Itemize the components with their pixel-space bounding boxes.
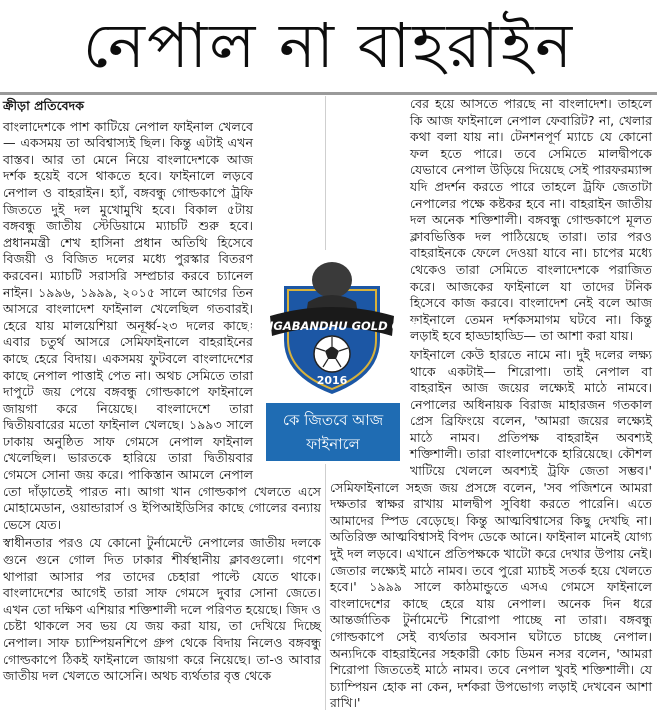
paragraph: ফাইনালে কেউ হারতে নামে না। দুই দলের লক্ষ্য থাকে একটাই— শিরোপা। তাই নেপাল বা বাহরাইন আজ জয়ের লক্ষ্যেই মাঠে নামবে। নেপালের অধিনায়ক বিরাজ মাহারজন গতকাল প্রেস ব্রিফিংয়ে বলেন, 'আমরা জয়ের লক্ষ্যেই মাঠে নামব। প্রতিপক্ষ বাহরাইন অবশ্যই শক্তিশালী। তারা বাংলাদেশকে হারিয়েছে। কৌশল খাটিয়ে খেললে অবশ্যই ট্রফি জেতা সম্ভব।' সেমিফাইনালে সহজ জয় প্রসঙ্গে বলেন, 'সব পজিশনে আমরা দক্ষতার স্বাক্ষর রাখায় মালদ্বীপ সুবিধা করতে পারেনি। এতে আমাদের স্পিড বেড়েছে। কিন্তু আত্মবিশ্বাসের কিছু দেখছি না। অতিরিক্ত আত্মবিশ্বাসই বিপদ ডেকে আনে। ফাইনাল মানেই যোগ্য দুই দল লড়বে। এখানে প্রতিপক্ষকে খাটো করে দেখার উপায় নেই। জেতার লক্ষ্যেই মাঠে নামব। তবে পুরো ম্যাচই সতর্ক হয়ে খেলতে হবে।' ১৯৯৯ সালে কাঠমান্ডুতে এসএ গেমসে ফাইনালে বাংলাদেশের কাছে হেরে যায় নেপাল। অনেক দিন ধরে আন্তর্জাতিক টুর্নামেন্টে শিরোপা পাচ্ছে না তারা। বঙ্গবন্ধু গোল্ডকাপে সেই ব্যর্থতার অবসান ঘটাতে চাচ্ছে নেপাল। অন্যদিকে বাহরাইনের সহকারী কোচ ডিমন নসর বলেন, 'আমরা শিরোপা জিততেই মাঠে নামব। তবে নেপাল খুবই শক্তিশালী। যে চ্যাম্পিয়ন হোক না কেন, দর্শকরা উপভোগ্য লড়াই দেখবেন আশা রাখি।' (330, 346, 652, 711)
byline: ক্রীড়া প্রতিবেদক (3, 98, 85, 113)
gold-cup-photo (246, 250, 418, 464)
headline-rule (0, 92, 657, 95)
photo-caption (266, 403, 400, 461)
caption-line-2: ফাইনালে (306, 435, 360, 453)
logo-title: BANGABANDHU GOLD CUP (246, 319, 418, 333)
gold-cup-logo (246, 258, 418, 398)
paragraph: স্বাধীনতার পরও যে কোনো টুর্নামেন্টে নেপালের জাতীয় দলকে গুনে গুনে গোল দিত ঢাকার শীর্ষস্থানীয় ক্লাবগুলো। গণেশ থাপারা আসার পর তাদের চেহারা পাল্টে যেতে থাকে। বাংলাদেশের আগেই তারা সাফ গেমসে দুবার সোনা জেতে। এখন তো দক্ষিণ এশিয়ার শক্তিশালী দলে পরিণত হয়েছে। জিদ ও চেষ্টা থাকলে সব ভয় যে জয় করা যায়, তা দেখিয়ে দিচ্ছে নেপাল। সাফ চ্যাম্পিয়নশিপে গ্রুপ থেকে বিদায় নিলেও বঙ্গবন্ধু গোল্ডকাপে ঠিকই ফাইনালে জায়গা করে নিয়েছে। তা-ও আবার জাতীয় দল খেলতে আসেনি। অথচ ব্যর্থতার বৃত্ত থেকে (3, 535, 321, 684)
portrait-head (312, 262, 352, 298)
paragraph: বাংলাদেশকে পাশ কাটিয়ে নেপাল ফাইনাল খেলবে— একসময় তা অবিশ্বাস্যই ছিল। কিন্তু এটাই এখন বাস্তব। আর তা মেনে নিয়ে বাংলাদেশকে আজ দর্শক হয়েই বসে থাকতে হবে। ফাইনালে লড়বে নেপাল ও বাহরাইন। হ্যাঁ, বঙ্গবন্ধু গোল্ডকাপে ট্রফি জিততে দুই দল মুখোমুখি হবে। বিকাল ৫টায় বঙ্গবন্ধু জাতীয় স্টেডিয়ামে ম্যাচটি শুরু হবে। প্রধানমন্ত্রী শেখ হাসিনা প্রধান অতিথি হিসেবে বিজয়ী ও বিজিত দলের মধ্যে পুরস্কার বিতরণ করবেন। ম্যাচটি সরাসরি সম্প্রচার করবে চ্যানেল নাইন। ১৯৯৬, ১৯৯৯, ২০১৫ সালে আগের তিন আসরে বাংলাদেশ ফাইনাল খেলেছিল গতবারই। হেরে যায় মালয়েশিয়া অনূর্ধ্ব-২৩ দলের কাছে। এবার চতুর্থ আসরে সেমিফাইনালে বাহরাইনের কাছে হেরে বিদায়। একসময় ফুটবলে বাংলাদেশের কাছে নেপাল পাত্তাই পেত না। অথচ সেমিতে তারা দাপুটে জয় পেয়ে বঙ্গবন্ধু গোল্ডকাপে ফাইনালে জায়গা করে নিয়েছে। বাংলাদেশে তারা দ্বিতীয়বারের মতো ফাইনাল খেলছে। ১৯৯৩ সালে ঢাকায় অনুষ্ঠিত সাফ গেমসে নেপাল ফাইনাল খেলেছিল। ভারতকে হারিয়ে তারা দ্বিতীয়বার গেমসে সোনা জয় করে। পাকিস্তান আমলে নেপাল তো দাঁড়াতেই পারত না। আগা খান গোল্ডকাপ খেলতে এসে মোহামেডান, ওয়ান্ডারার্স ও ইপিআইডিসির কাছে গোলের বন্যায় ভেসে যেত। (3, 118, 321, 532)
caption-line-1: কে জিতবে আজ (282, 411, 384, 429)
paragraph: বের হয়ে আসতে পারছে না বাংলাদেশ। তাহলে কি আজ ফাইনালে নেপাল ফেবারিট? না, খেলার কথা বলা যায় না। টেনশনপূর্ণ ম্যাচে যে কোনো ফল হতে পারে। তবে সেমিতে মালদ্বীপকে যেভাবে নেপাল উড়িয়ে দিয়েছে সেই পারফরম্যান্স যদি প্রদর্শন করতে পারে তাহলে ট্রফি জেতাটা নেপালের পক্ষে কষ্টকর হবে না। বাহরাইন জাতীয় দল অনেক শক্তিশালী। বঙ্গবন্ধু গোল্ডকাপে মূলত ক্লাবভিত্তিক দল পাঠিয়েছে তারা। তার পরও বাহরাইনকে ফেলে দেওয়া যাবে না। চাপের মধ্যে থেকেও তারা সেমিতে বাংলাদেশকে পরাজিত করে। আজকের ফাইনালে যা তাদের টনিক হিসেবে কাজ করবে। বাংলাদেশ নেই বলে আজ ফাইনালে তেমন দর্শকসমাগম ঘটবে না। কিন্তু লড়াই হবে হাড্ডাহাড্ডি— তা আশা করা যায়। (410, 96, 652, 344)
headline: নেপাল না বাহরাইন (82, 9, 575, 82)
logo-year: 2016 (316, 374, 348, 387)
